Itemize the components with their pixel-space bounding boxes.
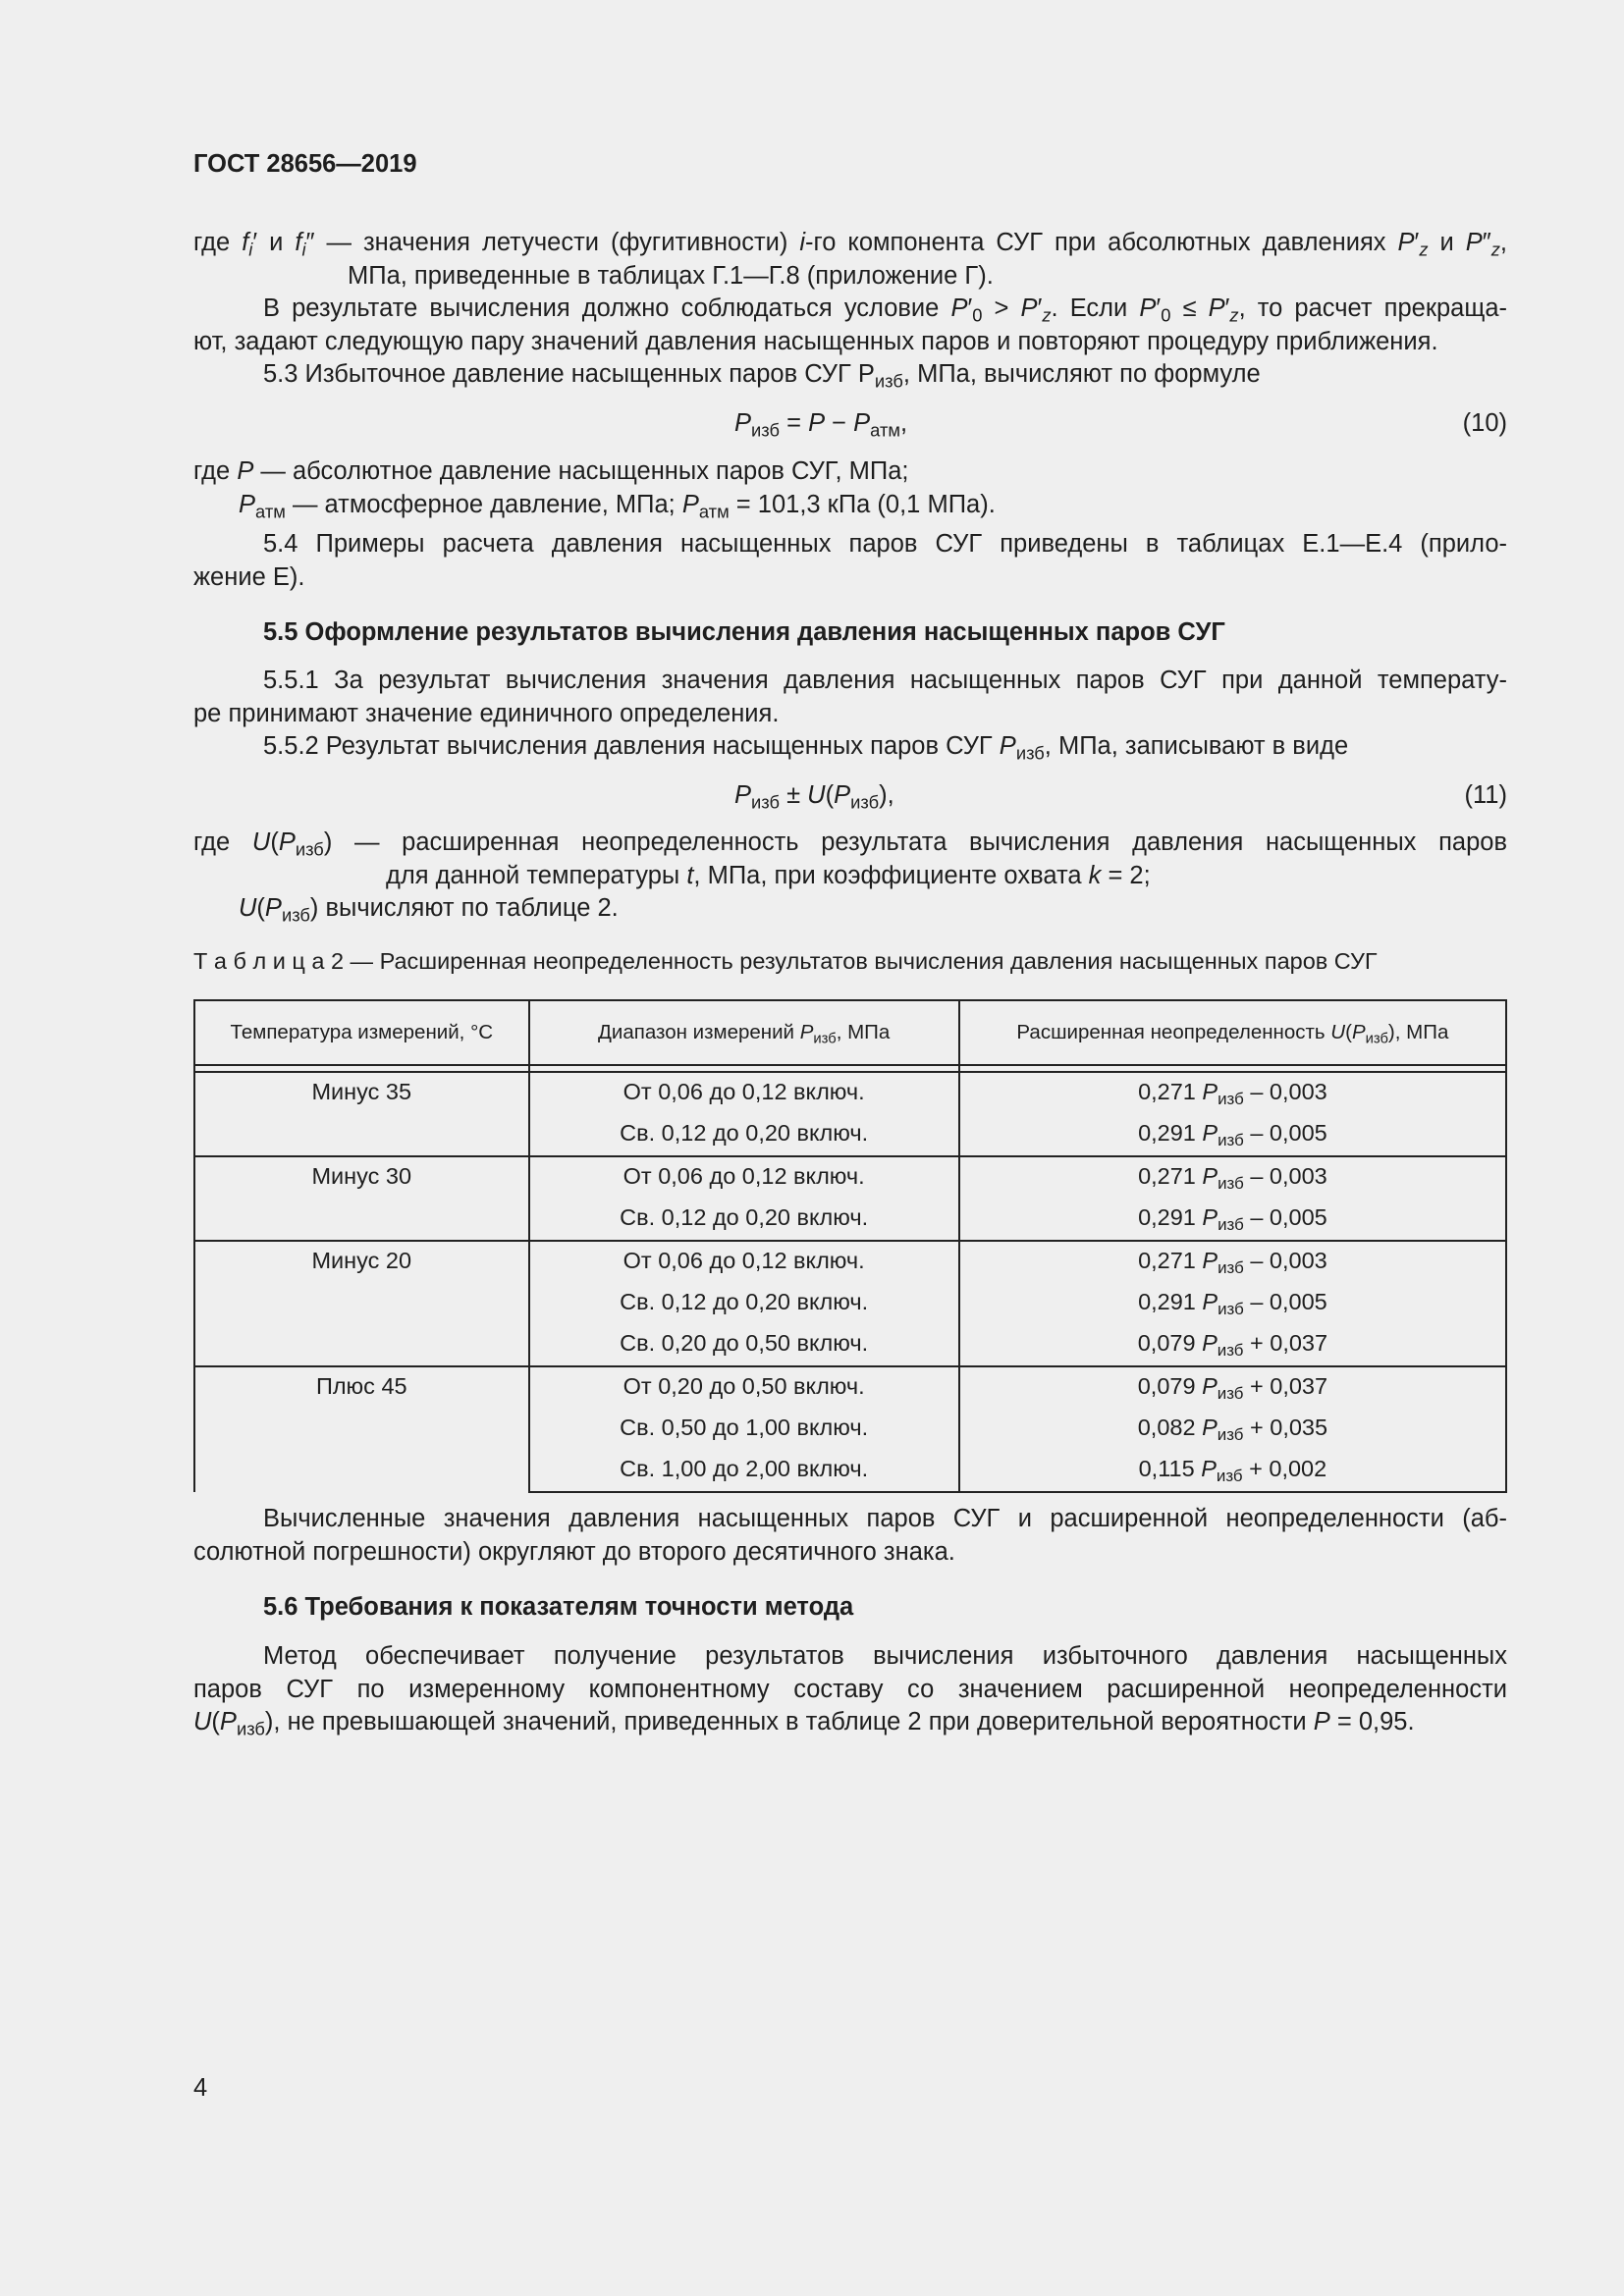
uncertainty-cell: 0,079 $P_{изб} + 0,037$ <box>959 1366 1506 1409</box>
temperature-cell: Плюс 45 <box>194 1366 529 1492</box>
section-5-6-line3: $U(P_{изб})$, не превышающей значений, приведенных в таблице 2 при доверительной вероятности P = 0,95. <box>193 1708 1415 1739</box>
equation-number-11: (11) <box>1464 781 1507 809</box>
section-5-4-line2: жение Е). <box>193 563 305 591</box>
range-cell: От 0,20 до 0,50 включ. <box>529 1366 959 1409</box>
uncertainty-cell: 0,291 $P_{изб} - 0,005$ <box>959 1199 1506 1241</box>
range-cell: Св. 0,12 до 0,20 включ. <box>529 1199 959 1241</box>
section-5-6-line2: паров СУГ по измеренному компонентному составу со значением расширенной неопределенности <box>193 1676 1507 1703</box>
where-uncertainty-line2: для данной температуры t, МПа, при коэффициенте охвата k = 2; <box>386 862 1151 889</box>
uncertainty-table-reference: $U(P_{изб})$ вычисляют по таблице 2. <box>239 894 619 926</box>
table-row <box>194 1366 1506 1409</box>
table-2-caption: Т а б л и ц а 2 — Расширенная неопределенность результатов вычисления давления насыщенных паров СУГ <box>193 948 1378 974</box>
table-row <box>194 1156 1506 1199</box>
header-range: Диапазон измерений $P_{изб}$, МПа <box>529 1000 959 1065</box>
section-5-6-heading: 5.6 Требования к показателям точности метода <box>263 1593 854 1621</box>
temperature-cell: Минус 20 <box>194 1241 529 1366</box>
uncertainty-cell: 0,115 $P_{изб} + 0,002$ <box>959 1450 1506 1492</box>
uncertainty-cell: 0,082 $P_{изб} + 0,035$ <box>959 1409 1506 1450</box>
range-cell: Св. 1,00 до 2,00 включ. <box>529 1450 959 1492</box>
temperature-cell: Минус 35 <box>194 1072 529 1156</box>
table-header-row <box>194 1000 1506 1065</box>
condition-line2: ют, задают следующую пару значений давления насыщенных паров и повторяют процедуру приближения. <box>193 328 1438 355</box>
formula-11: $P_{изб} \pm U(P_{изб})$, <box>734 781 894 813</box>
header-uncertainty: Расширенная неопределенность $U(P_{изб})$, МПа <box>959 1000 1506 1065</box>
header-temperature: Температура измерений, °С <box>194 1000 529 1065</box>
range-cell: Св. 0,12 до 0,20 включ. <box>529 1114 959 1156</box>
standard-header: ГОСТ 28656—2019 <box>193 150 417 178</box>
fugacity-definition-line1: где $f_i'$ и $f_i''$ — значения летучести (фугитивности) i-го компонента СУГ при абсолютных давлениях $P'_z$ и $P''_z$, <box>193 229 1508 260</box>
section-5-5-heading: 5.5 Оформление результатов вычисления давления насыщенных паров СУГ <box>263 618 1225 646</box>
where-absolute-pressure: где P — абсолютное давление насыщенных паров СУГ, МПа; <box>193 457 909 485</box>
range-cell: Св. 0,12 до 0,20 включ. <box>529 1283 959 1324</box>
table-row <box>194 1241 1506 1283</box>
page-number: 4 <box>193 2074 208 2102</box>
table-2 <box>193 999 1507 1493</box>
uncertainty-cell: 0,271 $P_{изб} - 0,003$ <box>959 1156 1506 1199</box>
uncertainty-cell: 0,271 $P_{изб} - 0,003$ <box>959 1072 1506 1114</box>
range-cell: От 0,06 до 0,12 включ. <box>529 1072 959 1114</box>
section-5-3-text: 5.3 Избыточное давление насыщенных паров СУГ $Р_{изб}$, МПа, вычисляют по формуле <box>263 360 1261 392</box>
fugacity-definition-line2: МПа, приведенные в таблицах Г.1—Г.8 (приложение Г). <box>348 262 994 290</box>
rounding-line1: Вычисленные значения давления насыщенных паров СУГ и расширенной неопределенности (аб- <box>263 1505 1507 1532</box>
temperature-cell: Минус 30 <box>194 1156 529 1241</box>
range-cell: Св. 0,20 до 0,50 включ. <box>529 1324 959 1366</box>
equation-number-10: (10) <box>1462 409 1507 437</box>
uncertainty-cell: 0,291 $P_{изб} - 0,005$ <box>959 1114 1506 1156</box>
rounding-line2: солютной погрешности) округляют до второго десятичного знака. <box>193 1538 955 1566</box>
condition-line1: В результате вычисления должно соблюдаться условие $P'_0 > P'_z$. Если $P'_0 \le P'_z$, то расчет прекраща- <box>263 294 1507 326</box>
where-atmospheric-pressure: $P_{атм}$ — атмосферное давление, МПа; $P_{атм} = 101,3$ кПа (0,1 МПа). <box>239 491 996 522</box>
section-5-6-line1: Метод обеспечивает получение результатов вычисления избыточного давления насыщенных <box>263 1642 1507 1670</box>
range-cell: От 0,06 до 0,12 включ. <box>529 1241 959 1283</box>
section-5-4-line1: 5.4 Примеры расчета давления насыщенных паров СУГ приведены в таблицах Е.1—Е.4 (прило- <box>263 530 1507 558</box>
section-5-5-1-line1: 5.5.1 За результат вычисления значения давления насыщенных паров СУГ при данной температу- <box>263 667 1507 694</box>
uncertainty-cell: 0,291 $P_{изб} - 0,005$ <box>959 1283 1506 1324</box>
formula-10: $P_{изб} = P - P_{атм}$, <box>734 409 908 441</box>
uncertainty-cell: 0,079 $P_{изб} + 0,037$ <box>959 1324 1506 1366</box>
range-cell: От 0,06 до 0,12 включ. <box>529 1156 959 1199</box>
table-row <box>194 1072 1506 1114</box>
uncertainty-cell: 0,271 $P_{изб} - 0,003$ <box>959 1241 1506 1283</box>
section-5-5-2-text: 5.5.2 Результат вычисления давления насыщенных паров СУГ $P_{изб}$, МПа, записывают в виде <box>263 732 1349 764</box>
range-cell: Св. 0,50 до 1,00 включ. <box>529 1409 959 1450</box>
where-uncertainty-line1: где $U(P_{изб})$ — расширенная неопределенность результата вычисления давления насыщенных паров <box>193 828 1507 860</box>
section-5-5-1-line2: ре принимают значение единичного определения. <box>193 700 780 727</box>
